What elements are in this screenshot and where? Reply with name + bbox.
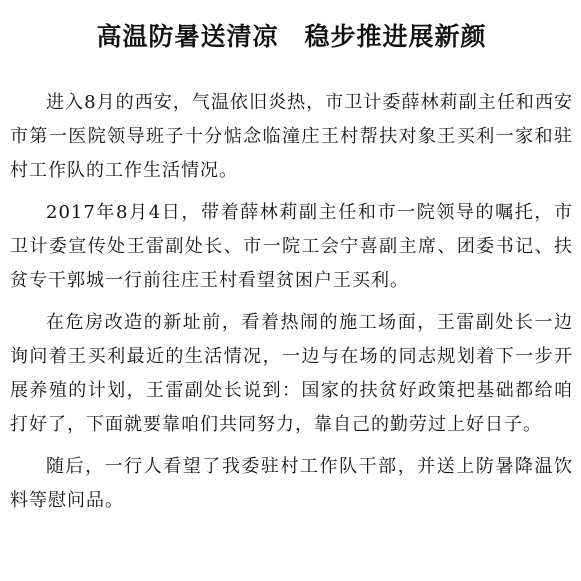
article-paragraph-2: 2017年8月4日，带着薛林莉副主任和市一院领导的嘱托，市卫计委宣传处王雷副处长、市一院工会宁喜副主席、团委书记、扶贫专干郭城一行前往庄王村看望贫困户王买利。 bbox=[10, 202, 573, 291]
article-paragraph-4: 随后，一行人看望了我委驻村工作队干部，并送上防暑降温饮料等慰问品。 bbox=[10, 456, 573, 511]
article-body bbox=[10, 86, 573, 518]
article-title: 高温防暑送清凉 稳步推进展新颜 bbox=[96, 22, 487, 51]
article-paragraph-3: 在危房改造的新址前，看着热闹的施工场面，王雷副处长一边询问着王买利最近的生活情况，一边与在场的同志规划着下一步开展养殖的计划，王雷副处长说到：国家的扶贫好政策把基础都给咱打好了，下面就要靠咱们共同努力，靠自己的勤劳过上好日子。 bbox=[10, 312, 573, 435]
article-paragraph-1: 进入8月的西安，气温依旧炎热，市卫计委薛林莉副主任和西安市第一医院领导班子十分惦念临潼庄王村帮扶对象王买利一家和驻村工作队的工作生活情况。 bbox=[10, 92, 573, 181]
